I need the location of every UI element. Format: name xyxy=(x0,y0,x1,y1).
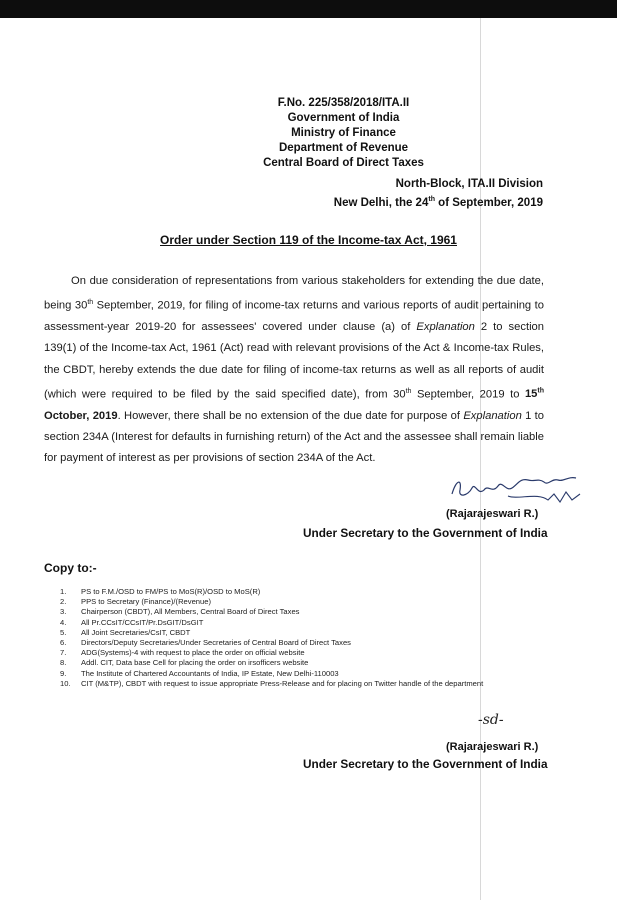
copy-to-item-number: 7. xyxy=(60,648,67,658)
top-black-bar xyxy=(0,0,617,18)
government-line: Government of India xyxy=(287,112,400,124)
signed-mark: -sd- xyxy=(478,712,504,728)
copy-to-item xyxy=(60,607,580,617)
letter-header xyxy=(0,96,617,171)
order-title: Order under Section 119 of the Income-tax Act, 1961 xyxy=(160,233,457,247)
order-body xyxy=(44,271,544,469)
copy-to-item-number: 10. xyxy=(60,678,71,688)
signatory-name: (Rajarajeswari R.) xyxy=(446,508,539,520)
copy-to-item-text: Addl. CIT, Data base Cell for placing the order on irsofficers website xyxy=(81,658,309,668)
copy-to-item xyxy=(60,658,580,668)
copy-to-item xyxy=(60,638,580,648)
copy-to-item-text: The Institute of Chartered Accountants of India, IP Estate, New Delhi-110003 xyxy=(81,668,339,678)
department-line: Department of Revenue xyxy=(278,142,409,154)
copy-to-item-text: ADG(Systems)-4 with request to place the order on official website xyxy=(81,648,305,658)
copy-to-item-number: 5. xyxy=(60,627,67,637)
copy-to-item-number: 9. xyxy=(60,668,67,678)
copy-to-item xyxy=(60,628,580,638)
copy-to-item-text: Directors/Deputy Secretaries/Under Secretaries of Central Board of Direct Taxes xyxy=(81,638,351,648)
copy-to-item xyxy=(60,679,580,689)
file-number: F.No. 225/358/2018/ITA.II xyxy=(277,97,410,109)
copy-to-item-text: PPS to Secretary (Finance)/(Revenue) xyxy=(81,597,211,607)
copy-to-item xyxy=(60,587,580,597)
copy-to-heading: Copy to:- xyxy=(44,561,97,575)
ministry-line: Ministry of Finance xyxy=(291,127,396,139)
copy-to-item xyxy=(60,597,580,607)
copy-to-item-number: 8. xyxy=(60,658,67,668)
office-line: North-Block, ITA.II Division xyxy=(395,178,543,190)
copy-to-item-text: CIT (M&TP), CBDT with request to issue appropriate Press-Release and for placing on Twitter handle of the department xyxy=(81,678,484,688)
copy-to-item xyxy=(60,648,580,658)
copy-to-item-text: PS to F.M./OSD to FM/PS to MoS(R)/OSD to MoS(R) xyxy=(81,587,261,596)
copy-to-item xyxy=(60,669,580,679)
copy-to-item-number: 3. xyxy=(60,607,67,617)
copy-to-item-text: All Joint Secretaries/CsIT, CBDT xyxy=(81,627,191,637)
date-line: New Delhi, the 24th of September, 2019 xyxy=(333,196,543,209)
copy-to-item-number: 1. xyxy=(60,587,67,596)
closing-signatory-designation: Under Secretary to the Government of India xyxy=(303,757,548,771)
copy-to-item-text: All Pr.CCsIT/CCsIT/Pr.DsGIT/DsGIT xyxy=(81,617,204,627)
board-line: Central Board of Direct Taxes xyxy=(263,157,424,169)
place-date-block xyxy=(334,177,543,211)
signatory-designation: Under Secretary to the Government of India xyxy=(303,526,548,540)
copy-to-list xyxy=(60,587,580,689)
copy-to-item-text: Chairperson (CBDT), All Members, Central Board of Direct Taxes xyxy=(81,607,300,617)
copy-to-item-number: 4. xyxy=(60,617,67,627)
closing-signatory-name: (Rajarajeswari R.) xyxy=(446,741,539,753)
copy-to-item xyxy=(60,618,580,628)
order-paragraph: On due consideration of representations from various stakeholders for extending the due date, being 30th September, 2019, for filing of income-tax returns and various reports of audit pertaining to assessment-year 2019-20 for assessees' covered under clause (a) of Explanation 2 to section 139(1) of the Income-tax Act, 1961 (Act) read with relevant provisions of the Act & Income-tax Rules, the CBDT, hereby extends the due date for filing of income-tax returns as well as all reports of audit (which were required to be filed by the said specified date), from 30th September, 2019 to 15th October, 2019. However, there shall be no extension of the due date for purpose of Explanation 1 to section 234A (Interest for defaults in furnishing return) of the Act and the assessee shall remain liable for payment of interest as per provisions of section 234A of the Act. xyxy=(44,275,544,465)
handwritten-signature xyxy=(448,470,588,508)
copy-to-item-number: 6. xyxy=(60,638,67,648)
copy-to-item-number: 2. xyxy=(60,597,67,607)
